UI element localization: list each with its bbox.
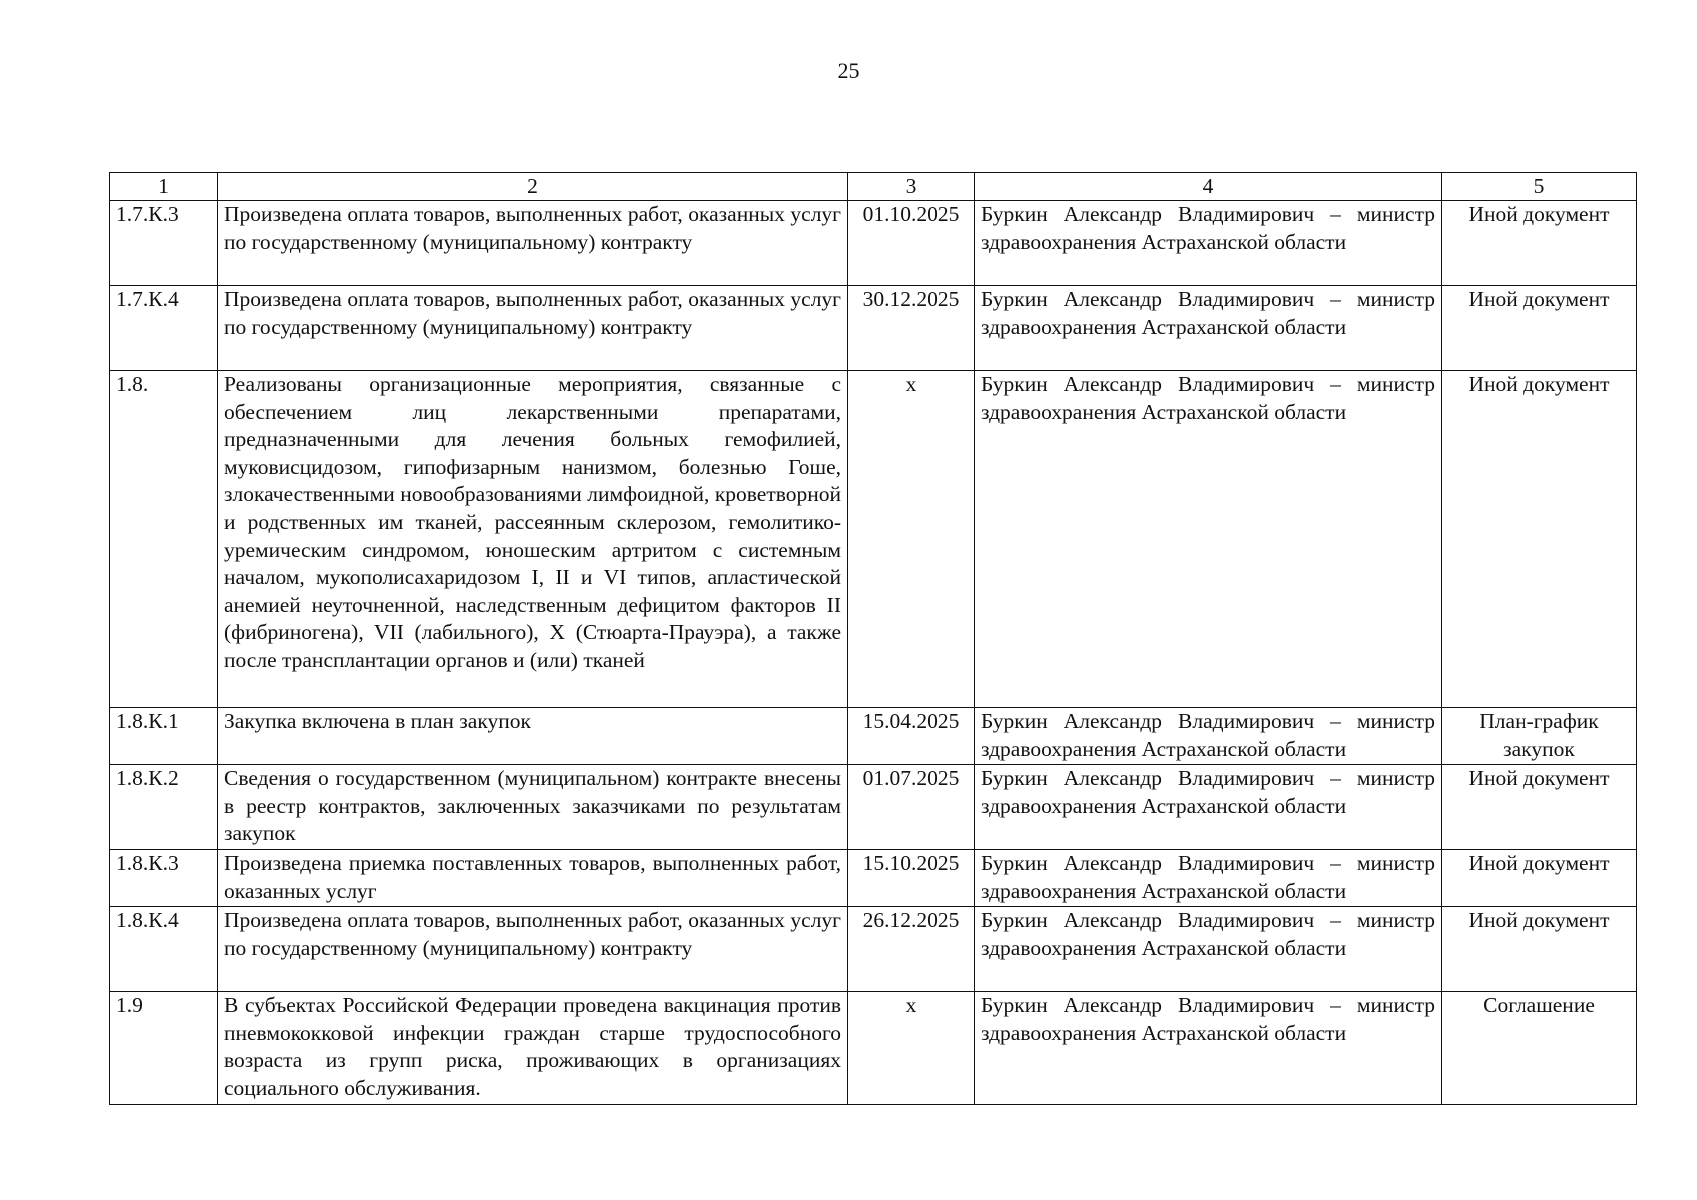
header-col-1: 1 (110, 173, 218, 201)
table-row (110, 765, 1637, 850)
row-document: Соглашение (1442, 992, 1637, 1105)
row-date: 15.10.2025 (848, 850, 975, 907)
row-description: Произведена оплата товаров, выполненных работ, оказанных услуг по государственному (муниципальному) контракту (218, 907, 848, 992)
header-col-4: 4 (975, 173, 1442, 201)
row-date: 01.07.2025 (848, 765, 975, 850)
row-document: Иной документ (1442, 371, 1637, 708)
row-responsible: Буркин Александр Владимирович – министр здравоохранения Астраханской области (975, 850, 1442, 907)
row-number: 1.8.К.1 (110, 708, 218, 765)
row-responsible: Буркин Александр Владимирович – министр здравоохранения Астраханской области (975, 708, 1442, 765)
row-responsible: Буркин Александр Владимирович – министр здравоохранения Астраханской области (975, 765, 1442, 850)
row-description: В субъектах Российской Федерации проведена вакцинация против пневмококковой инфекции граждан старше трудоспособного возраста из групп риска, проживающих в организациях социального обслуживания. (218, 992, 848, 1105)
row-description: Произведена приемка поставленных товаров, выполненных работ, оказанных услуг (218, 850, 848, 907)
header-col-5: 5 (1442, 173, 1637, 201)
row-date: 01.10.2025 (848, 201, 975, 286)
row-date: 30.12.2025 (848, 286, 975, 371)
header-col-3: 3 (848, 173, 975, 201)
table-row (110, 907, 1637, 992)
row-number: 1.7.К.3 (110, 201, 218, 286)
row-document: План-график закупок (1442, 708, 1637, 765)
table-row (110, 201, 1637, 286)
row-document: Иной документ (1442, 907, 1637, 992)
row-document: Иной документ (1442, 765, 1637, 850)
table-row (110, 708, 1637, 765)
row-number: 1.8. (110, 371, 218, 708)
table-row (110, 850, 1637, 907)
row-description: Произведена оплата товаров, выполненных работ, оказанных услуг по государственному (муниципальному) контракту (218, 201, 848, 286)
row-number: 1.8.К.4 (110, 907, 218, 992)
row-number: 1.9 (110, 992, 218, 1105)
row-description: Сведения о государственном (муниципальном) контракте внесены в реестр контрактов, заключенных заказчиками по результатам закупок (218, 765, 848, 850)
row-document: Иной документ (1442, 286, 1637, 371)
row-responsible: Буркин Александр Владимирович – министр здравоохранения Астраханской области (975, 992, 1442, 1105)
row-date: х (848, 992, 975, 1105)
row-responsible: Буркин Александр Владимирович – министр здравоохранения Астраханской области (975, 907, 1442, 992)
row-number: 1.8.К.3 (110, 850, 218, 907)
row-document: Иной документ (1442, 850, 1637, 907)
row-description: Произведена оплата товаров, выполненных работ, оказанных услуг по государственному (муниципальному) контракту (218, 286, 848, 371)
table-row (110, 286, 1637, 371)
header-row (110, 173, 1637, 201)
schedule-table (109, 172, 1637, 1105)
table-row (110, 371, 1637, 708)
row-responsible: Буркин Александр Владимирович – министр здравоохранения Астраханской области (975, 201, 1442, 286)
row-responsible: Буркин Александр Владимирович – министр здравоохранения Астраханской области (975, 371, 1442, 708)
row-number: 1.8.К.2 (110, 765, 218, 850)
header-col-2: 2 (218, 173, 848, 201)
table-row (110, 992, 1637, 1105)
row-number: 1.7.К.4 (110, 286, 218, 371)
row-description: Реализованы организационные мероприятия, связанные с обеспечением лиц лекарственными препаратами, предназначенными для лечения больных гемофилией, муковисцидозом, гипофизарным нанизмом, болезнью Гоше, злокачественными новообразованиями лимфоидной, кроветворной и родственных им тканей, рассеянным склерозом, гемолитико-уремическим синдромом, юношеским артритом с системным началом, мукополисахаридозом I, II и VI типов, апластической анемией неуточненной, наследственным дефицитом факторов II (фибриногена), VII (лабильного), X (Стюарта-Прауэра), а также после трансплантации органов и (или) тканей (218, 371, 848, 708)
row-description: Закупка включена в план закупок (218, 708, 848, 765)
page-number: 25 (837, 58, 860, 83)
row-date: 15.04.2025 (848, 708, 975, 765)
row-document: Иной документ (1442, 201, 1637, 286)
row-date: х (848, 371, 975, 708)
row-date: 26.12.2025 (848, 907, 975, 992)
row-responsible: Буркин Александр Владимирович – министр здравоохранения Астраханской области (975, 286, 1442, 371)
